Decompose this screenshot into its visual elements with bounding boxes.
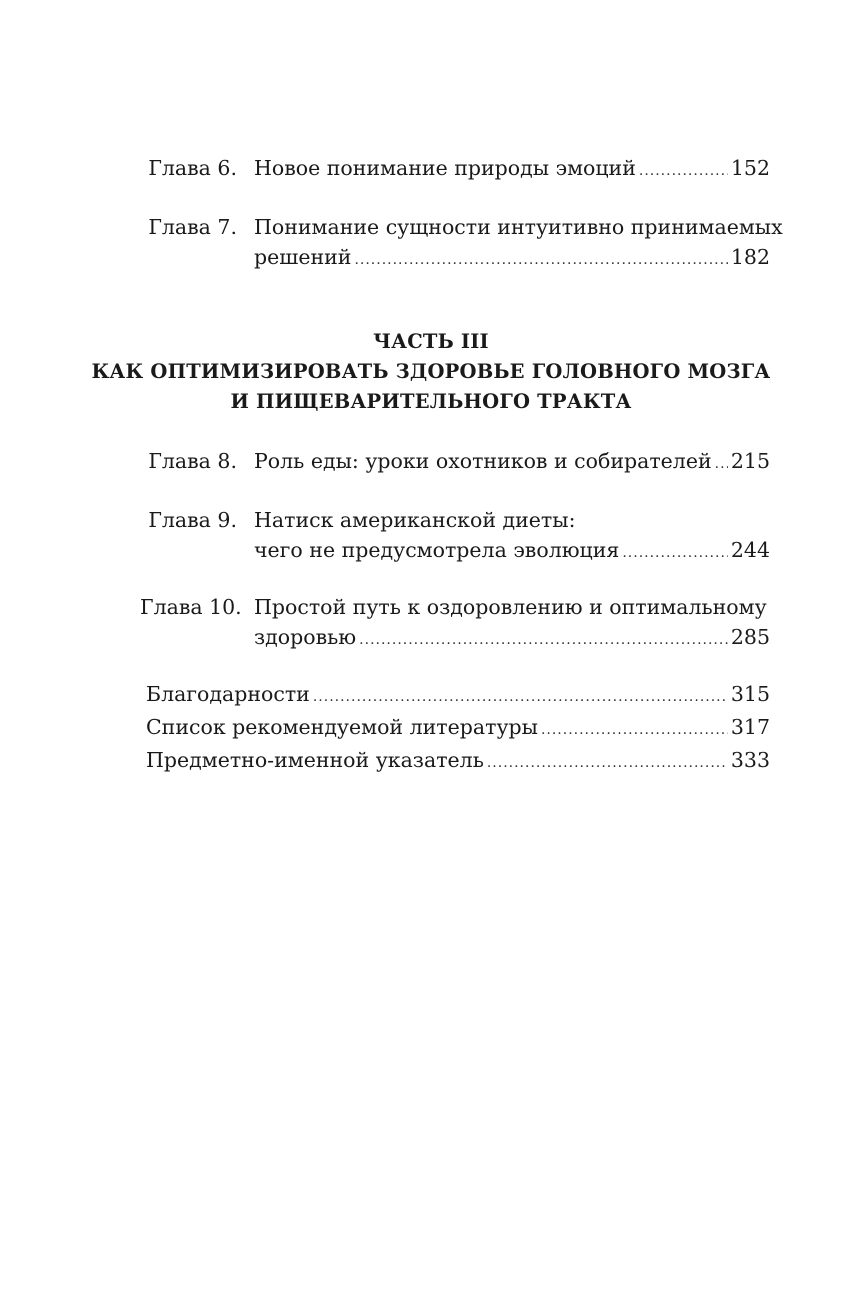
toc-entry-chapter-9[interactable] (140, 505, 770, 568)
dot-leader (354, 245, 727, 275)
chapter-title: Новое понимание природы эмоций (254, 156, 636, 180)
chapter-label: Глава 8. (148, 449, 237, 473)
dot-leader (622, 538, 728, 568)
page-number: 215 (730, 449, 770, 473)
dot-leader (487, 748, 728, 778)
chapter-title-line-1: Простой путь к оздоровлению и оптимальному (254, 595, 767, 619)
toc-entry-acknowledgements[interactable] (146, 679, 770, 712)
dot-leader (313, 682, 728, 712)
toc-entry-chapter-6[interactable] (140, 153, 770, 186)
chapter-title-line-2: здоровью (254, 625, 357, 649)
chapter-title: Роль еды: уроки охотников и собирателей (254, 449, 712, 473)
chapter-title-line-2: решений (254, 245, 352, 269)
part-3-heading: ЧАСТЬ III (373, 330, 489, 353)
chapter-title-line-1: Натиск американской диеты: (254, 508, 576, 532)
chapter-title-line-2: чего не предусмотрела эволюция (254, 538, 620, 562)
page-number: 182 (730, 245, 770, 269)
part-3-title-line-1: КАК ОПТИМИЗИРОВАТЬ ЗДОРОВЬЕ ГОЛОВНОГО МОЗГА (91, 360, 771, 383)
page-number: 333 (730, 748, 770, 772)
toc-entry-index[interactable] (146, 745, 770, 778)
page-number: 317 (730, 715, 770, 739)
backmatter-title: Предметно-именной указатель (146, 748, 484, 772)
dot-leader (715, 449, 728, 479)
dot-leader (541, 715, 728, 745)
dot-leader (359, 625, 728, 655)
toc-entry-recommended-reading[interactable] (146, 712, 770, 745)
chapter-label: Глава 7. (148, 215, 237, 239)
toc-entry-chapter-10[interactable] (140, 592, 770, 655)
chapter-label: Глава 6. (148, 156, 237, 180)
page-number: 315 (730, 682, 770, 706)
part-3-title-line-2: И ПИЩЕВАРИТЕЛЬНОГО ТРАКТА (230, 390, 632, 413)
backmatter-title: Благодарности (146, 682, 310, 706)
chapter-label: Глава 10. (140, 595, 242, 619)
backmatter-list (146, 679, 770, 778)
chapter-title-line-1: Понимание сущности интуитивно принимаемых (254, 215, 783, 239)
backmatter-title: Список рекомендуемой литературы (146, 715, 538, 739)
dot-leader (639, 156, 728, 186)
chapter-label: Глава 9. (148, 508, 237, 532)
toc-entry-chapter-8[interactable] (140, 446, 770, 479)
toc-entry-chapter-7[interactable] (140, 212, 783, 275)
page-number: 285 (730, 625, 770, 649)
page-number: 244 (730, 538, 770, 562)
page-number: 152 (730, 156, 770, 180)
